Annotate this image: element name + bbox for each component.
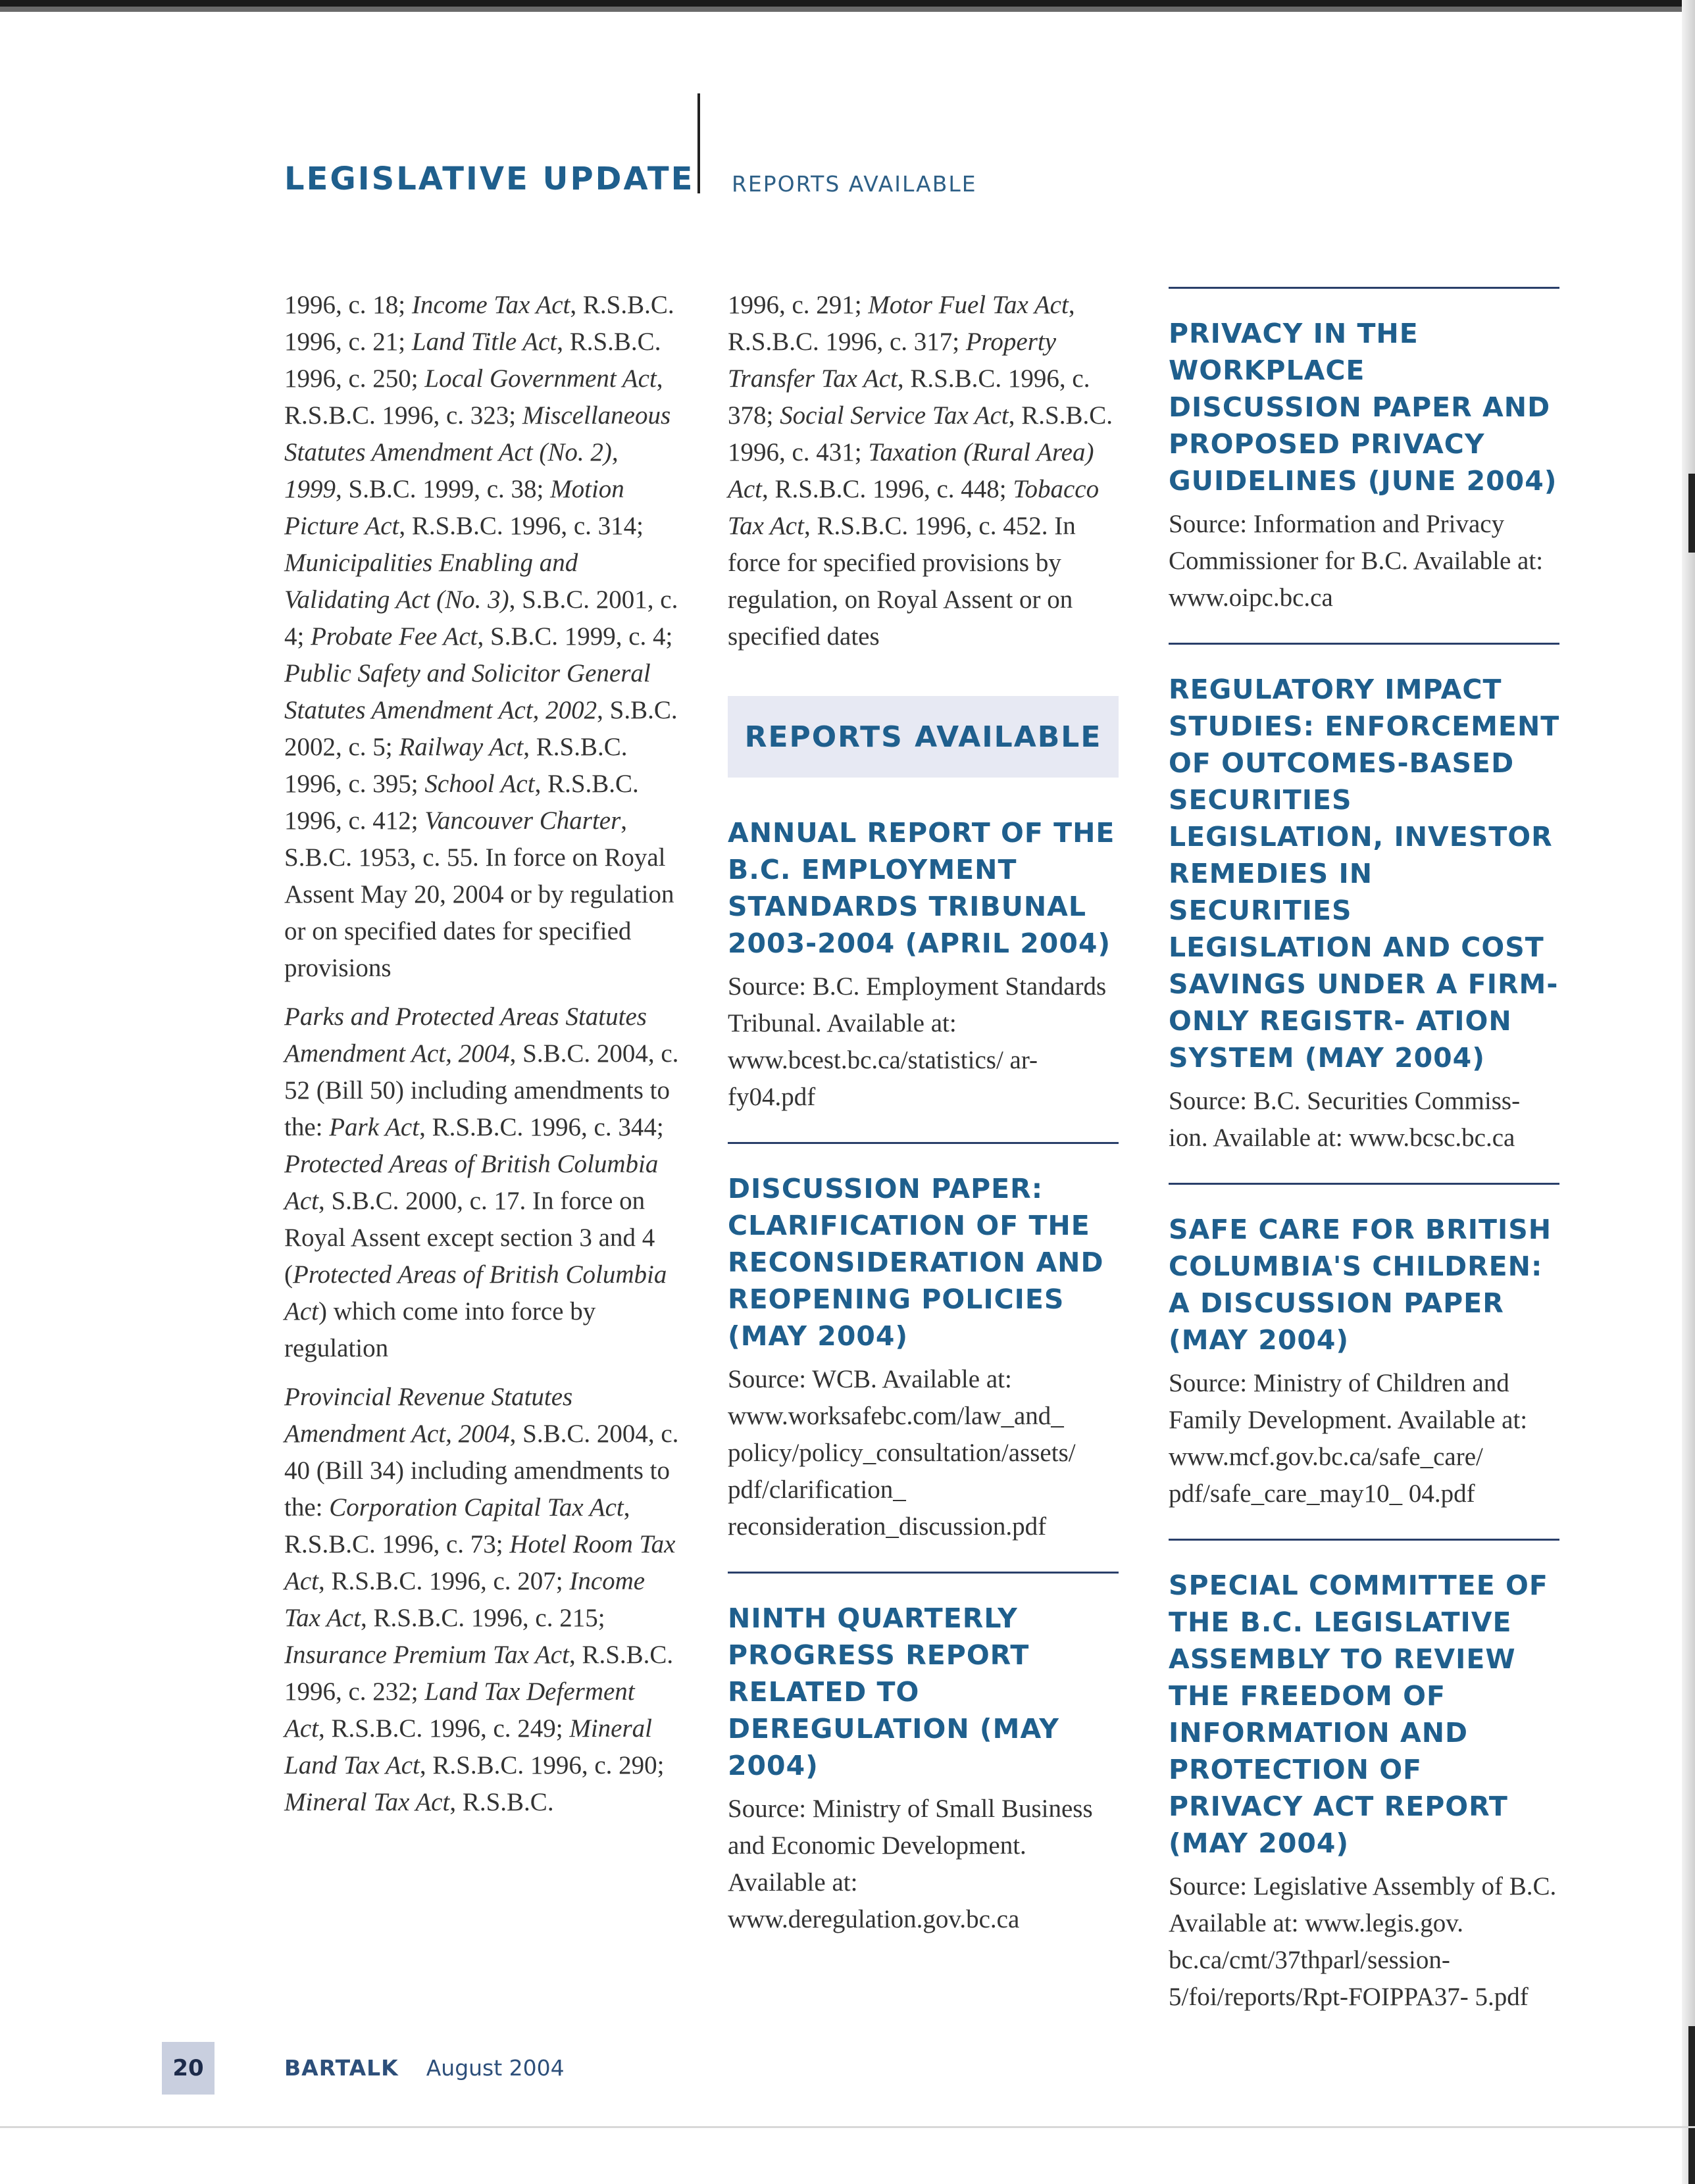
statute-paragraph-1: 1996, c. 18; Income Tax Act, R.S.B.C. 1996, c. 21; Land Title Act, R.S.B.C. 1996, c. 250; Local Government Act, R.S.B.C. 1996, c. 323; Miscellaneous Statutes Amendment Act (No. 2), 1999, S.B.C. 1999, c. 38; Motion Picture Act, R.S.B.C. 1996, c. 314; Municipalities Enabling and Validating Act (No. 3), S.B.C. 2001, c. 4; Probate Fee Act, S.B.C. 1999, c. 4; Public Safety and Solicitor General Statutes Amendment Act, 2002, S.B.C. 2002, c. 5; Railway Act, R.S.B.C. 1996, c. 395; School Act, R.S.B.C. 1996, c. 412; Vancouver Charter, S.B.C. 1953, c. 55. In force on Royal Assent May 20, 2004 or by regulation or on specified dates for specified provisions [284,291,678,982]
statute-paragraph-3: Provincial Revenue Statutes Amendment Act, 2004, S.B.C. 2004, c. 40 (Bill 34) including amendments to the: Corporation Capital Tax Act, R.S.B.C. 1996, c. 73; Hotel Room Tax Act, R.S.B.C. 1996, c. 207; Income Tax Act, R.S.B.C. 1996, c. 215; Insurance Premium Tax Act, R.S.B.C. 1996, c. 232; Land Tax Deferment Act, R.S.B.C. 1996, c. 249; Mineral Land Tax Act, R.S.B.C. 1996, c. 290; Mineral Tax Act, R.S.B.C. [284,1383,679,1816]
report-item [1169,671,1563,1156]
statute-paragraph-continued: 1996, c. 291; Motor Fuel Tax Act, R.S.B.C. 1996, c. 317; Property Transfer Tax Act, R.S.B.C. 1996, c. 378; Social Service Tax Act, R.S.B.C. 1996, c. 431; Taxation (Rural Area) Act, R.S.B.C. 1996, c. 448; Tobacco Tax Act, R.S.B.C. 1996, c. 452. In force for specified provisions by regulation, on Royal Assent or on specified dates [728,291,1113,651]
report-title: PRIVACY IN THE WORKPLACE DISCUSSION PAPER AND PROPOSED PRIVACY GUIDELINES (JUNE 2004) [1169,318,1557,497]
report-title: REGULATORY IMPACT STUDIES: ENFORCEMENT OF OUTCOMES-BASED SECURITIES LEGISLATION, INVESTOR REMEDIES IN SECURITIES LEGISLATION AND COST SAVINGS UNDER A FIRM-ONLY REGISTR- ATION SYSTEM (MAY 2004) [1169,674,1560,1074]
scan-edge-top-shadow [0,7,1695,12]
report-item [728,814,1123,1116]
statute-paragraph-2: Parks and Protected Areas Statutes Amendment Act, 2004, S.B.C. 2004, c. 52 (Bill 50) including amendments to the: Park Act, R.S.B.C. 1996, c. 344; Protected Areas of British Columbia Act, S.B.C. 2000, c. 17. In force on Royal Assent except section 3 and 4 (Protected Areas of British Columbia Act) which come into force by regulation [284,1003,679,1362]
report-item [728,1600,1123,1938]
report-title: SPECIAL COMMITTEE OF THE B.C. LEGISLATIVE ASSEMBLY TO REVIEW THE FREEDOM OF INFORMATION AND PROTECTION OF PRIVACY ACT REPORT (MAY 2004) [1169,1570,1548,1859]
report-title: NINTH QUARTERLY PROGRESS REPORT RELATED TO DEREGULATION (MAY 2004) [728,1602,1059,1781]
report-title: SAFE CARE FOR BRITISH COLUMBIA'S CHILDREN: A DISCUSSION PAPER (MAY 2004) [1169,1214,1552,1356]
scan-edge-bottom [0,2126,1695,2128]
header-divider [697,93,700,193]
report-source: Source: B.C. Securities Commiss- ion. Available at: www.bcsc.bc.ca [1169,1087,1521,1152]
report-source: Source: B.C. Employment Standards Tribunal. Available at: www.bcest.bc.ca/statistics/ ar-fy04.pdf [728,972,1107,1111]
report-source: Source: WCB. Available at: www.worksafebc.com/law_and_ policy/policy_consultation/assets/ pdf/clarification_ reconsideration_discussion.pdf [728,1365,1076,1541]
report-item [1169,315,1563,616]
scan-edge-right-mark [1688,474,1695,553]
report-source: Source: Ministry of Children and Family Development. Available at: www.mcf.gov.bc.ca/safe_care/ pdf/safe_care_may10_ 04.pdf [1169,1369,1528,1508]
scan-edge-top [0,0,1695,7]
report-title: ANNUAL REPORT OF THE B.C. EMPLOYMENT STANDARDS TRIBUNAL 2003-2004 (APRIL 2004) [728,817,1115,959]
scan-edge-right [1682,0,1695,2184]
scan-edge-right-mark-lower [1688,2026,1695,2184]
publication-issue: August 2004 [426,2055,565,2081]
column-3 [1169,287,1563,2016]
section-subtitle: REPORTS AVAILABLE [732,171,977,197]
report-title: DISCUSSION PAPER: CLARIFICATION OF THE RECONSIDERATION AND REOPENING POLICIES (MAY 2004) [728,1173,1104,1352]
column-1 [284,287,679,1833]
reports-available-box: REPORTS AVAILABLE [728,696,1119,778]
report-source: Source: Ministry of Small Business and Economic Development. Available at: www.deregulation.gov.bc.ca [728,1795,1093,1933]
report-item [728,1170,1123,1545]
publication-name: BARTALK [284,2055,399,2081]
page-number: 20 [162,2042,215,2095]
report-item [1169,1211,1563,1512]
section-title: LEGISLATIVE UPDATE [284,161,695,197]
column-2 [728,287,1123,1938]
report-source: Source: Legislative Assembly of B.C. Available at: www.legis.gov. bc.ca/cmt/37thparl/session- 5/foi/reports/Rpt-FOIPPA37- 5.pdf [1169,1872,1557,2011]
footer-publication [284,2055,565,2081]
report-source: Source: Information and Privacy Commissioner for B.C. Available at: www.oipc.bc.ca [1169,510,1544,612]
report-item [1169,1567,1563,2016]
